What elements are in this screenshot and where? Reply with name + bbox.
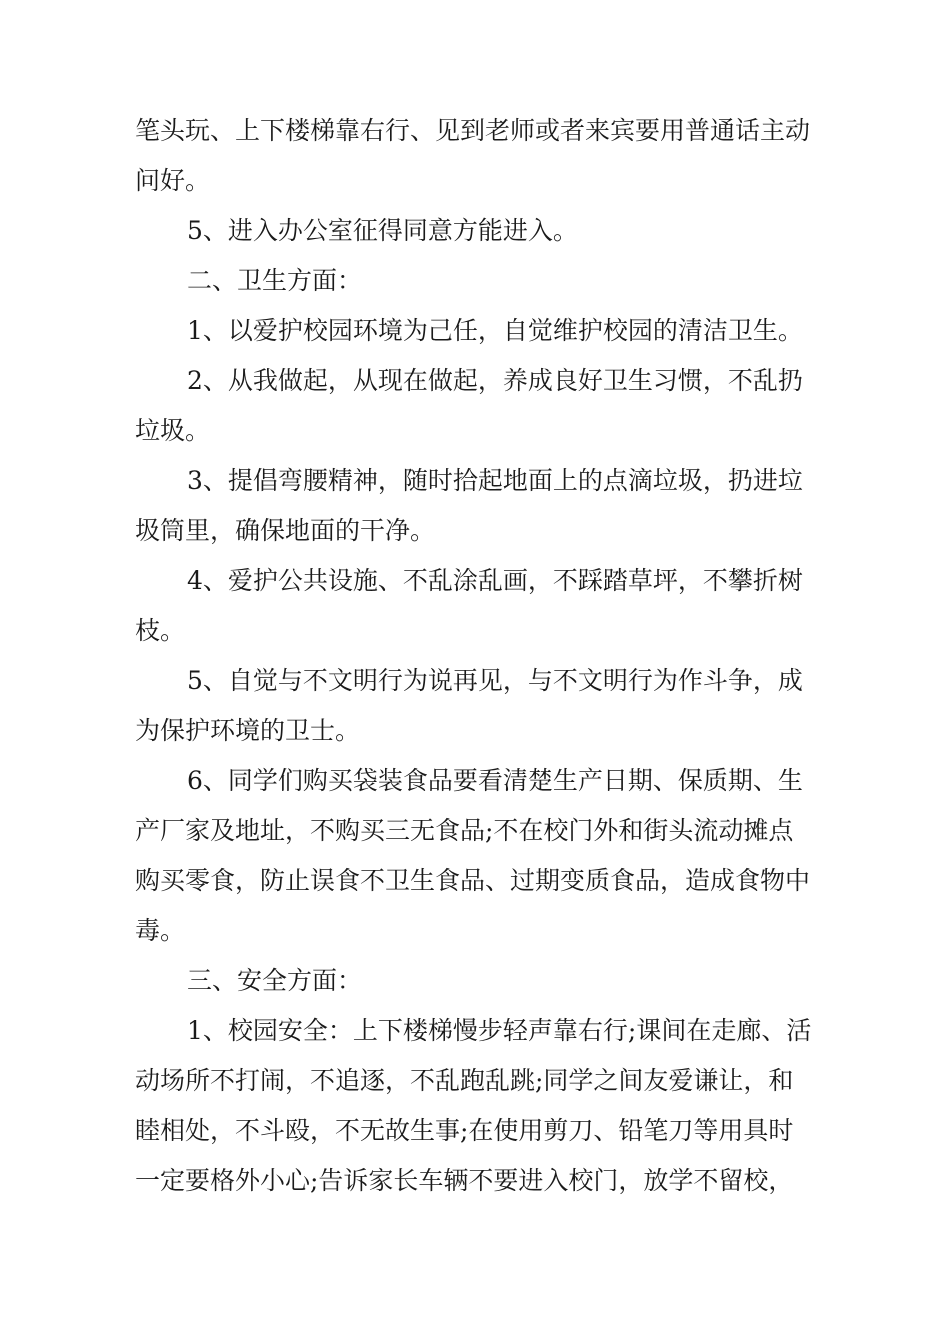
text-line: 3、提倡弯腰精神，随时拾起地面上的点滴垃圾，扔进垃 xyxy=(187,466,803,495)
document-body xyxy=(135,111,835,1211)
text-line: 枝。 xyxy=(135,616,186,645)
text-line: 睦相处，不斗殴，不无故生事;在使用剪刀、铅笔刀等用具时 xyxy=(135,1116,794,1145)
text-line: 6、同学们购买袋装食品要看清楚生产日期、保质期、生 xyxy=(187,766,803,795)
text-line: 5、进入办公室征得同意方能进入。 xyxy=(187,216,578,245)
text-line: 动场所不打闹，不追逐，不乱跑乱跳;同学之间友爱谦让，和 xyxy=(135,1066,794,1095)
text-line: 问好。 xyxy=(135,166,211,195)
text-line: 4、爱护公共设施、不乱涂乱画，不踩踏草坪，不攀折树 xyxy=(187,566,803,595)
text-line: 笔头玩、上下楼梯靠右行、见到老师或者来宾要用普通话主动 xyxy=(135,116,811,145)
section-heading: 三、安全方面： xyxy=(187,966,363,995)
text-line: 1、校园安全：上下楼梯慢步轻声靠右行;课间在走廊、活 xyxy=(187,1016,812,1045)
text-line: 5、自觉与不文明行为说再见，与不文明行为作斗争，成 xyxy=(187,666,803,695)
text-line: 1、以爱护校园环境为己任，自觉维护校园的清洁卫生。 xyxy=(187,316,803,345)
text-line: 2、从我做起，从现在做起，养成良好卫生习惯，不乱扔 xyxy=(187,366,803,395)
text-line: 毒。 xyxy=(135,916,186,945)
text-line: 垃圾。 xyxy=(135,416,211,445)
text-line: 产厂家及地址，不购买三无食品;不在校门外和街头流动摊点 xyxy=(135,816,794,845)
text-line: 圾筒里，确保地面的干净。 xyxy=(135,516,436,545)
section-heading: 二、卫生方面： xyxy=(187,266,363,295)
text-line: 购买零食，防止误食不卫生食品、过期变质食品，造成食物中 xyxy=(135,866,811,895)
text-line: 一定要格外小心;告诉家长车辆不要进入校门，放学不留校， xyxy=(135,1166,794,1195)
text-line: 为保护环境的卫士。 xyxy=(135,716,361,745)
